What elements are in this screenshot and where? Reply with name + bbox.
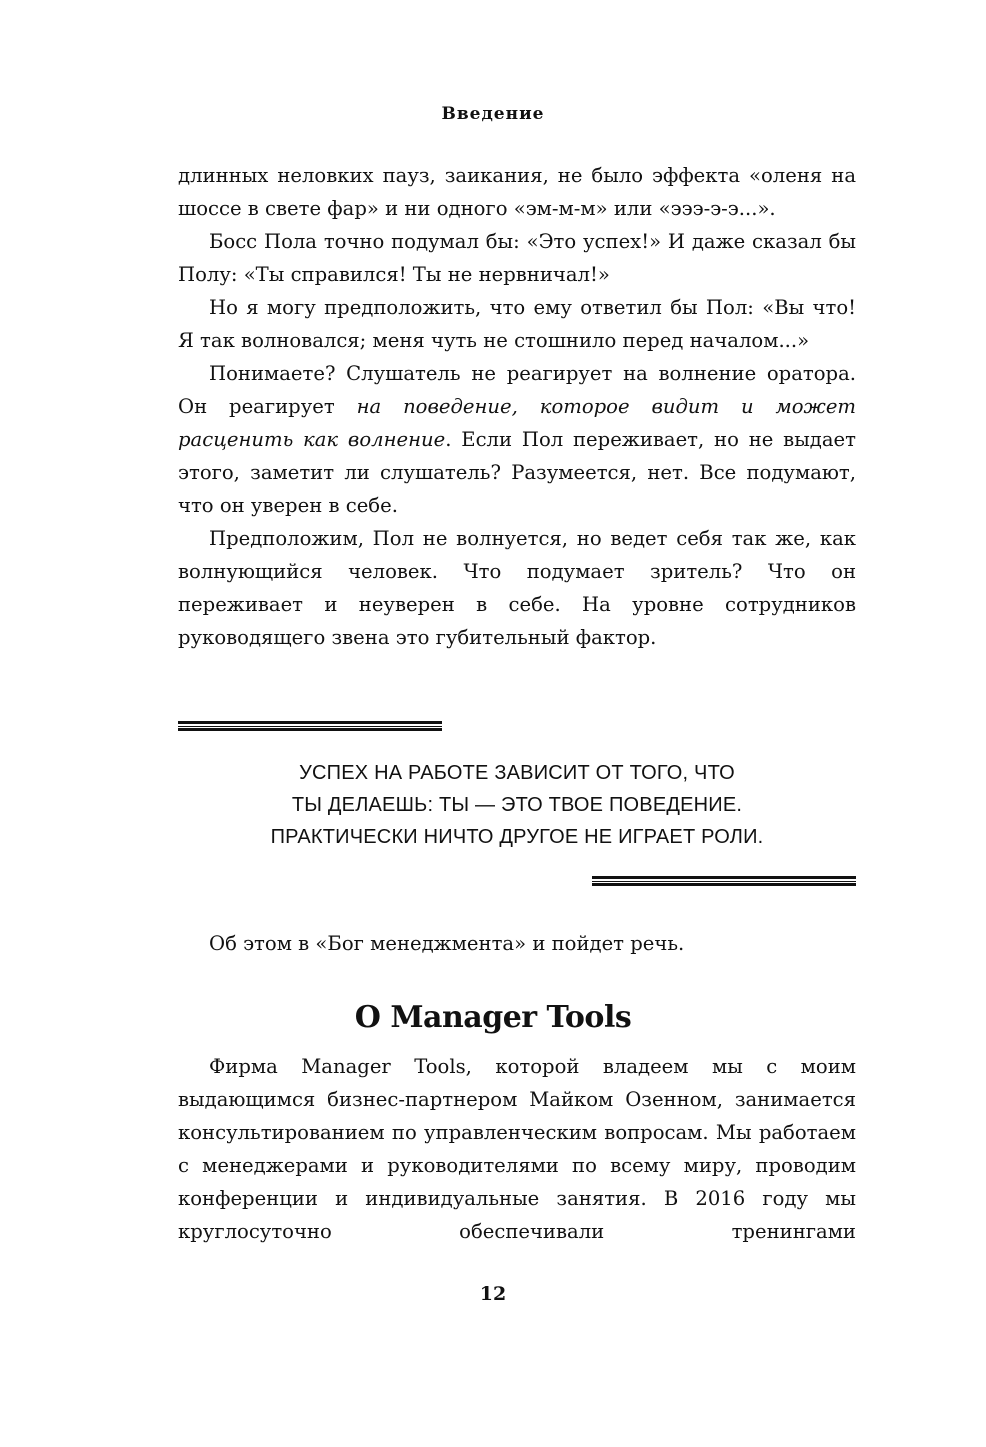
- callout-line: ТЫ ДЕЛАЕШЬ: ТЫ — ЭТО ТВОЕ ПОВЕДЕНИЕ.: [291, 794, 743, 816]
- body-text-section: [178, 1050, 856, 1248]
- callout-line: ПРАКТИЧЕСКИ НИЧТО ДРУГОЕ НЕ ИГРАЕТ РОЛИ.: [270, 826, 764, 848]
- running-head: Введение: [441, 104, 545, 124]
- paragraph-about-book: Об этом в «Бог менеджмента» и пойдет речь.: [209, 932, 685, 955]
- paragraph-listener-post: . Если Пол переживает, но не выдает этого, заметит ли слушатель? Разумеется, нет. Все подумают, что он уверен в себе.: [178, 428, 856, 517]
- paragraph-listener: [178, 357, 856, 522]
- paragraph-manager-tools: Фирма Manager Tools, которой владеем мы с моим выдающимся бизнес-партнером Майком Озенном, занимается консультированием по управленческим вопросам. Мы работаем с менеджерами и руководителями по всему миру, проводим конференции и индивидуальные занятия. В 2016 году мы круглосуточно обеспечивали тренингами: [178, 1055, 856, 1243]
- section-heading: О Manager Tools: [354, 1000, 632, 1035]
- paragraph-suppose: Предположим, Пол не волнуется, но ведет себя так же, как волнующийся человек. Что подумает зритель? Что он переживает и неуверен в себе. На уровне сотрудников руководящего звена это губительный фактор.: [178, 527, 856, 649]
- paragraph-paul-reply: Но я могу предположить, что ему ответил бы Пол: «Вы что! Я так волновался; меня чуть не стошнило перед началом...»: [178, 296, 856, 352]
- callout-quote: [178, 757, 856, 853]
- callout-rule-top: [178, 721, 442, 731]
- paragraph-continuation: длинных неловких пауз, заикания, не было эффекта «оленя на шоссе в свете фар» и ни одного «эм-м-м» или «эээ-э-э...».: [178, 164, 856, 220]
- callout-line: УСПЕХ НА РАБОТЕ ЗАВИСИТ ОТ ТОГО, ЧТО: [299, 762, 735, 784]
- paragraph-listener-pre: Понимаете? Слушатель не реагирует на волнение оратора. Он реагирует: [178, 362, 856, 418]
- body-text-top: [178, 159, 856, 654]
- paragraph-listener-italic: на поведение, которое видит и может расценить как волнение: [178, 395, 856, 451]
- paragraph-boss: Босс Пола точно подумал бы: «Это успех!» И даже сказал бы Полу: «Ты справился! Ты не нервничал!»: [178, 230, 856, 286]
- body-text-middle: [178, 927, 856, 960]
- page-number: 12: [479, 1283, 507, 1305]
- callout-rule-bottom: [592, 876, 856, 886]
